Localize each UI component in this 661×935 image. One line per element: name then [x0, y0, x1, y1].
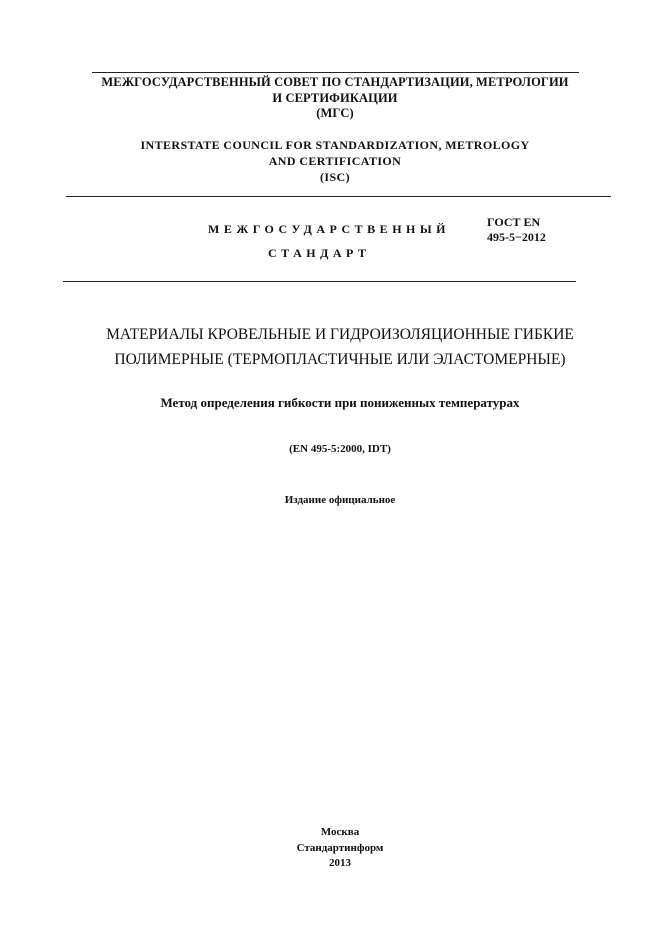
standard-code-line2: 495-5−2012 [487, 230, 546, 244]
top-rule [92, 72, 579, 73]
standard-type-line2: СТАНДАРТ [268, 246, 371, 260]
document-title [60, 322, 620, 372]
council-en-line1: INTERSTATE COUNCIL FOR STANDARDIZATION, METROLOGY [140, 138, 530, 152]
en-reference: (EN 495-5:2000, IDT) [289, 443, 391, 455]
standard-type-line1: МЕЖГОСУДАРСТВЕННЫЙ [208, 222, 450, 236]
header-rule [66, 196, 611, 197]
council-ru-line2: И СЕРТИФИКАЦИИ [272, 90, 398, 105]
council-name-en [80, 137, 590, 185]
standard-code [487, 215, 546, 245]
publisher: Стандартинформ [296, 841, 384, 854]
council-ru-abbr: (МГС) [316, 106, 354, 120]
council-name-ru [80, 75, 590, 122]
council-en-abbr: (ISC) [319, 170, 350, 184]
document-subtitle: Метод определения гибкости при пониженных температурах [160, 395, 520, 410]
title-line1: МАТЕРИАЛЫ КРОВЕЛЬНЫЕ И ГИДРОИЗОЛЯЦИОННЫЕ ГИБКИЕ [106, 326, 574, 343]
council-en-line2: AND CERTIFICATION [268, 154, 402, 168]
year: 2013 [329, 857, 351, 869]
publication-info [60, 825, 620, 872]
standard-code-line1: ГОСТ EN [487, 215, 541, 229]
edition-note: Издание официальное [284, 494, 396, 506]
title-line2: ПОЛИМЕРНЫЕ (ТЕРМОПЛАСТИЧНЫЕ ИЛИ ЭЛАСТОМЕРНЫЕ) [114, 351, 566, 368]
city: Москва [320, 826, 360, 838]
council-ru-line1: МЕЖГОСУДАРСТВЕННЫЙ СОВЕТ ПО СТАНДАРТИЗАЦИИ, МЕТРОЛОГИИ [101, 75, 569, 89]
standard-rule [63, 281, 576, 282]
